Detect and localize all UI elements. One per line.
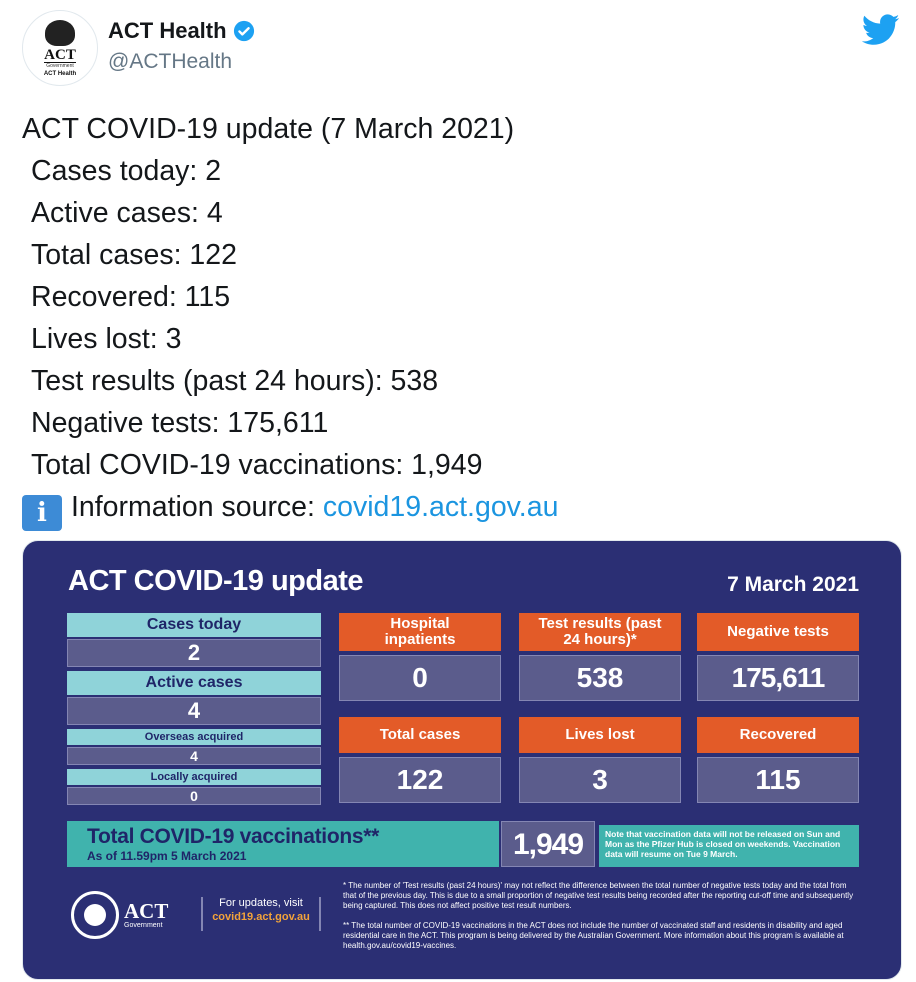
negative-tests-value: 175,611: [697, 655, 859, 701]
tweet-line: Cases today: 2: [31, 155, 222, 187]
recovered-value: 115: [697, 757, 859, 803]
vaccinations-title: Total COVID-19 vaccinations**: [87, 825, 379, 848]
covid-update-infographic[interactable]: [22, 540, 902, 980]
tweet-line: Test results (past 24 hours): 538: [31, 365, 439, 397]
vaccinations-value: 1,949: [501, 821, 595, 867]
account-handle[interactable]: @ACTHealth: [108, 50, 233, 73]
vaccinations-note: Note that vaccination data will not be released on Sun and Mon as the Pfizer Hub is closed on weekends. Vaccination data will resume on Tue 9 March.: [599, 825, 859, 867]
source-label: Information source:: [71, 491, 323, 523]
tweet-line: Lives lost: 3: [31, 323, 182, 355]
locally-acquired-value: 0: [67, 787, 321, 805]
tweet-source-line: [22, 486, 902, 531]
cases-today-label: Cases today: [67, 613, 321, 637]
tweet-title: ACT COVID-19 update (7 March 2021): [22, 113, 515, 145]
act-crest-icon: [45, 20, 75, 46]
lives-lost-value: 3: [519, 757, 681, 803]
lives-lost-label: Lives lost: [519, 717, 681, 753]
active-cases-label: Active cases: [67, 671, 321, 695]
tweet-line: Negative tests: 175,611: [31, 407, 329, 439]
updates-box: [201, 897, 321, 931]
avatar-caption: ACT Health: [43, 70, 77, 77]
cases-today-value: 2: [67, 639, 321, 667]
profile-avatar[interactable]: [22, 10, 98, 86]
active-cases-value: 4: [67, 697, 321, 725]
twitter-bird-icon[interactable]: [862, 14, 900, 46]
overseas-acquired-label: Overseas acquired: [67, 729, 321, 745]
overseas-acquired-value: 4: [67, 747, 321, 765]
updates-label: For updates, visit: [219, 897, 303, 909]
footer-logo-text: ACT: [124, 899, 169, 923]
card-title: ACT COVID-19 update: [68, 565, 364, 597]
account-name-text[interactable]: ACT Health: [108, 18, 227, 43]
locally-acquired-label: Locally acquired: [67, 769, 321, 785]
test-results-label: Test results (past 24 hours)*: [519, 613, 681, 651]
vaccinations-subtitle: As of 11.59pm 5 March 2021: [87, 849, 247, 863]
tweet-line: Recovered: 115: [31, 281, 231, 313]
source-link[interactable]: covid19.act.gov.au: [322, 491, 559, 523]
information-icon: i: [22, 495, 62, 531]
updates-link: covid19.act.gov.au: [212, 911, 310, 923]
footnote-test-results: * The number of 'Test results (past 24 hours)' may not reflect the difference between the total number of negative tests today and the total from that of the previous day. This is due to a small proportion of negative test results being recorded after the reporting cut-off time and subsequently being captured. This does not affect positive test result numbers.: [343, 881, 854, 910]
verified-badge-icon: [233, 20, 255, 42]
card-date: 7 March 2021: [727, 573, 859, 596]
tweet-text: [22, 108, 902, 531]
footnote-vaccinations: ** The total number of COVID-19 vaccinations in the ACT does not include the number of vaccinated staff and residents in disability and aged residential care in the ACT. This program is being delivered by the Australian Government. More information about this program is available at health.gov.au/covid19-vaccines.: [343, 921, 844, 950]
footer-logo-sub: Government: [124, 922, 163, 929]
test-results-value: 538: [519, 655, 681, 701]
negative-tests-label: Negative tests: [697, 613, 859, 651]
total-cases-value: 122: [339, 757, 501, 803]
total-cases-label: Total cases: [339, 717, 501, 753]
hospital-inpatients-value: 0: [339, 655, 501, 701]
avatar-act-text: ACT: [44, 46, 76, 63]
recovered-label: Recovered: [697, 717, 859, 753]
tweet-line: Active cases: 4: [31, 197, 223, 229]
act-government-logo-icon: [71, 891, 119, 939]
hospital-inpatients-label: Hospital inpatients: [339, 613, 501, 651]
tweet-line: Total cases: 122: [31, 239, 237, 271]
avatar-government-text: Government: [46, 62, 74, 69]
tweet-line: Total COVID-19 vaccinations: 1,949: [31, 449, 483, 481]
account-name[interactable]: [108, 18, 255, 44]
